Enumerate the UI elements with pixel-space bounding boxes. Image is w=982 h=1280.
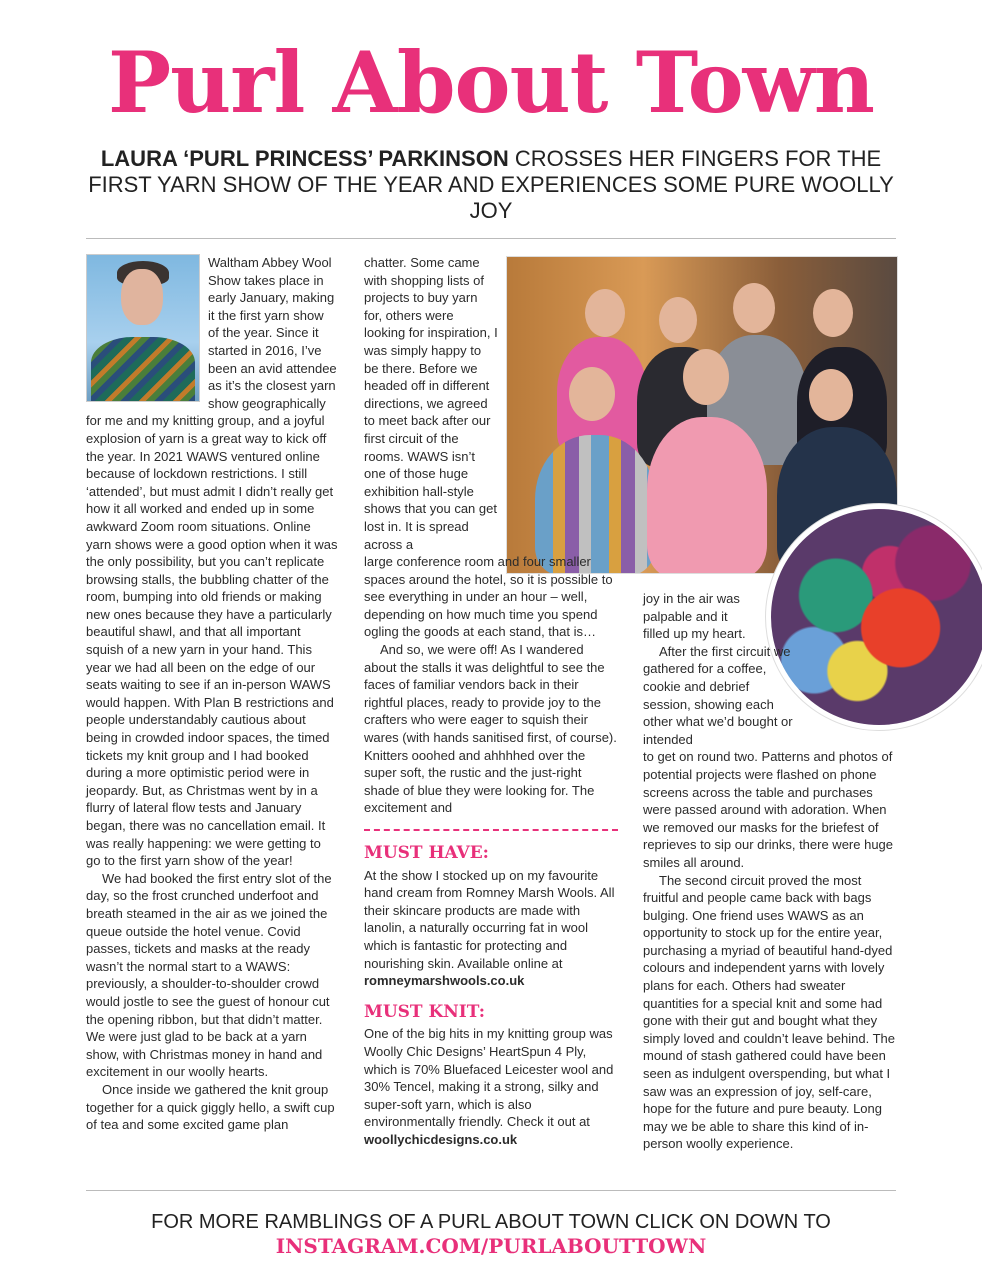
paragraph: chatter. Some came with shopping lists of projects to buy yarn for, others were looking for inspiration, I was simply happy to be there. Before we headed off in different directions, we agreed to meet back after our first circuit of the rooms. WAWS isn’t one of those huge exhibition hall-style shows that you can get lost in. It is spread across a — [364, 255, 498, 552]
paragraph: We had booked the first entry slot of the day, so the frost crunched underfoot and breath steamed in the air as we joined the queue outside the hotel venue. Covid passes, tickets and masks at the ready wasn’t the normal start to a WAWS: previously, a shoulder-to-shoulder crowd would jostle to see the guest of honour cut the opening ribbon, but that didn’t matter. We were just glad to be back at a yarn show, with Christmas money in hand and excitement in our woolly hearts. — [86, 870, 332, 1080]
standfirst-text: CROSSES HER FINGERS FOR THE FIRST YARN SHOW OF THE YEAR AND EXPERIENCES SOME PURE WOOLLY JOY — [88, 146, 894, 223]
paragraph: And so, we were off! As I wandered about the stalls it was delightful to see the faces of familiar vendors back in their rightful places, ready to provide joy to the crafters who were eager to squish their wares (with hands sanitised first, of course). Knitters ooohed and ahhhhed over the super soft, the rustic and the just-right shade of blue they were looking for. The excitement and — [364, 642, 617, 816]
page-title: Purl About Town — [108, 33, 874, 132]
standfirst — [80, 146, 902, 224]
paragraph: The second circuit proved the most fruitful and people came back with bags bulging. One friend uses WAWS as an opportunity to stock up for the entire year, purchasing a myriad of beautiful hand-dyed colours and independent yarns with lovely plans for each. Others had sweater quantities for a special knit and some had gone with their gut and bought what they simply loved and couldn’t leave behind. The mound of stash gathered could have been seen as indulgent overspending, but what I saw was an expression of joy, self-care, hope for the future and pure beauty. Long may we be able to share this kind of in-person woolly experience. — [643, 872, 895, 1152]
romney-link[interactable]: romneymarshwools.co.uk — [364, 973, 525, 989]
footer — [0, 1210, 982, 1258]
must-knit-heading: MUST KNIT: — [364, 1001, 486, 1022]
article-column-3 — [643, 590, 896, 1153]
must-knit-text: One of the big hits in my knitting group was Woolly Chic Designs’ HeartSpun 4 Ply, which is 70% Bluefaced Leicester wool and 30% Tencel, making it a strong, silky and super-soft yarn, which is also environmentally friendly. Check it out at woollychicdesigns.co.uk — [364, 1026, 614, 1147]
paragraph: large conference room and four smaller spaces around the hotel, so it is possible to see everything in under an hour – well, depending on how much time you spend ogling the goods at each stand, that is… — [364, 554, 613, 640]
paragraph: After the first circuit we gathered for a coffee, cookie and debrief session, showing each other what we’d bought or intended — [643, 643, 793, 747]
paragraph: to get on round two. Patterns and photos of potential projects were flashed on phone screens across the table and purchases were passed around with adoration. When we removed our masks for the briefest of reprieves to sip our drinks, there were huge smiles all around. — [643, 749, 894, 870]
woollychic-link[interactable]: woollychicdesigns.co.uk — [364, 1131, 518, 1147]
author-portrait — [86, 254, 200, 402]
instagram-link[interactable]: INSTAGRAM.COM/PURLABOUTTOWN — [275, 1234, 707, 1258]
article-column-2 — [364, 254, 618, 1149]
must-have-heading: MUST HAVE: — [364, 843, 489, 863]
section-divider — [364, 829, 618, 831]
must-have-text: At the show I stocked up on my favourite hand cream from Romney Marsh Wools. All their skincare products are made with lanolin, a naturally occurring fat in wool which is fantastic for protecting and nourishing skin. Available online at romneymarshwools.co.uk — [364, 867, 615, 989]
top-divider — [86, 238, 896, 239]
footer-text: FOR MORE RAMBLINGS OF A PURL ABOUT TOWN CLICK ON DOWN TO — [151, 1211, 831, 1233]
article-column-1 — [86, 254, 338, 1134]
paragraph: joy in the air was palpable and it filled up my heart. — [643, 591, 746, 642]
bottom-divider — [86, 1190, 896, 1191]
paragraph: Once inside we gathered the knit group together for a quick giggly hello, a swift cup of tea and some excited game plan — [86, 1081, 335, 1133]
paragraph: Waltham Abbey Wool Show takes place in early January, making it the first yarn show of the year. Since it started in 2016, I’ve been an avid attendee as it’s the closest yarn show geographically for me and my knitting group, and a joyful explosion of yarn is a great way to kick off the year. In 2021 WAWS ventured online because of lockdown restrictions. I still ‘attended’, but must admit I didn’t really get how it all worked and ended up in some awkward Zoom room situations. Online yarn shows were a good option when it was the only possibility, but you can’t replicate browsing stalls, the bubbling chatter of the room, bumping into old friends or making new ones because they have a particularly beautiful shawl, and that all important squish of a new yarn in your hand. This year we had all been on the edge of our seats waiting to see if an in-person WAWS would happen. With Plan B restrictions and people understandably cautious about being in crowded indoor spaces, the timed tickets my knit group and I had booked during a more optimistic period were in jeopardy. But, as Christmas went by in a flurry of lateral flow tests and January began, there was no cancellation email. It was really happening: we were getting to go to the first yarn show of the year! — [86, 255, 338, 869]
author-name: LAURA ‘PURL PRINCESS’ PARKINSON — [100, 146, 509, 171]
